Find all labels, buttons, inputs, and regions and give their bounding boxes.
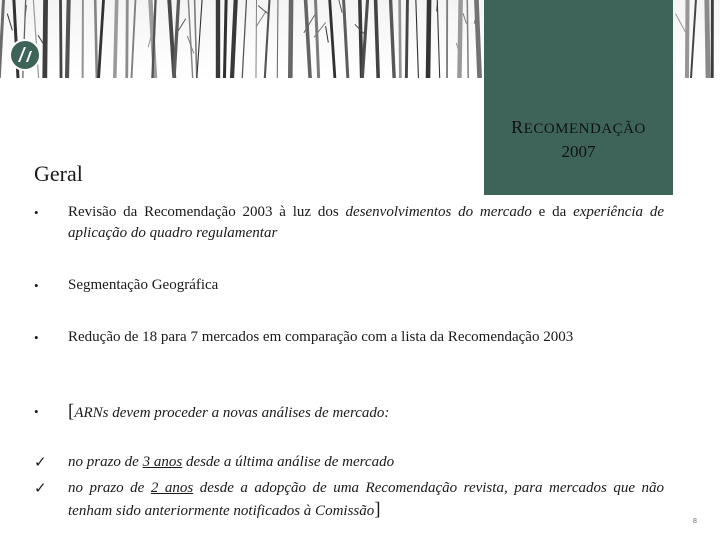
- bullet-text: Segmentação Geográfica: [68, 277, 219, 293]
- text-run-italic: desde a última análise de mercado: [182, 454, 395, 470]
- bullet-marker: •: [34, 278, 39, 293]
- text-run-underlined: 3 anos: [142, 454, 183, 470]
- text-run-italic: desenvolvimentos do mercado: [345, 204, 532, 220]
- text-run-italic: no prazo de: [68, 454, 143, 470]
- text-run-italic: no prazo de: [68, 480, 151, 496]
- rec-first-letter: R: [511, 117, 524, 137]
- section-title: Geral: [34, 161, 83, 186]
- bullet-marker: •: [34, 330, 39, 345]
- text-run: Revisão da Recomendação 2003 à luz dos: [68, 204, 346, 220]
- text-run-italic: desde a adopção de uma Recomendação revista, para mercados que não tenham sido anteriormente notificados à Comissão: [68, 480, 664, 519]
- text-run: e da: [531, 204, 574, 220]
- text-run-italic: ARNs devem proceder a novas análises de mercado:: [74, 405, 390, 421]
- recommendation-year: 2007: [561, 142, 596, 161]
- text-run-underlined: 2 anos: [150, 480, 194, 496]
- check-text: [68, 478, 664, 522]
- bullet-text: Redução de 18 para 7 mercados em comparação com a lista da Recomendação 2003: [68, 329, 574, 345]
- check-icon: ✓: [34, 453, 47, 471]
- bullet-marker: •: [34, 205, 39, 220]
- check-text: [68, 452, 664, 473]
- bullet-text: [68, 401, 664, 424]
- bullet-text: [68, 202, 664, 244]
- check-icon: ✓: [34, 479, 47, 497]
- rec-rest: ECOMENDAÇÃO: [523, 121, 646, 137]
- bracket-close: ]: [374, 499, 381, 520]
- bracket-open: [: [68, 401, 75, 422]
- text-run-italic: experiência de aplicação do quadro regulamentar: [68, 204, 664, 241]
- bullet-marker: •: [34, 404, 39, 419]
- page-number: 8: [693, 518, 697, 525]
